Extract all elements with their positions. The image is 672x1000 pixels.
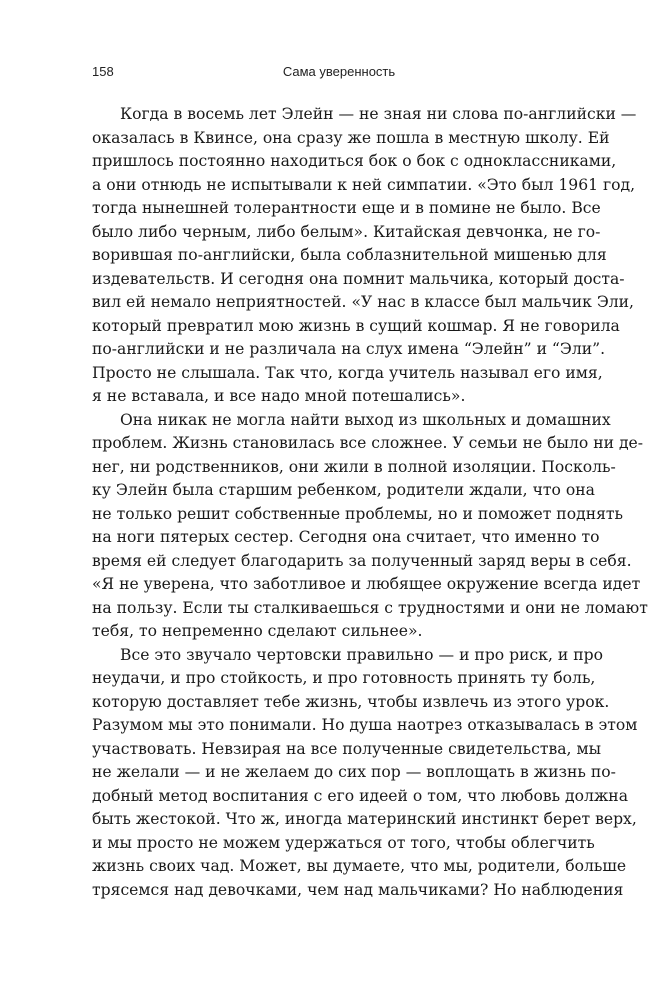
text-line: не только решит собственные проблемы, но и поможет поднять bbox=[92, 504, 624, 523]
text-line: и мы просто не можем удержаться от того, чтобы облегчить bbox=[92, 833, 595, 852]
text-line: вил ей немало неприятностей. «У нас в классе был мальчик Эли, bbox=[92, 293, 635, 311]
text-line: Когда в восемь лет Элейн — не зная ни слова по-английски — bbox=[120, 105, 637, 123]
text-line: время ей следует благодарить за полученный заряд веры в себя. bbox=[92, 551, 632, 570]
text-line: неудачи, и про стойкость, и про готовность принять ту боль, bbox=[92, 669, 596, 687]
text-line: я не вставала, и все надо мной потешались». bbox=[92, 387, 466, 405]
text-line: ку Элейн была старшим ребенком, родители ждали, что она bbox=[92, 481, 595, 499]
text-line: который превратил мою жизнь в сущий кошмар. Я не говорила bbox=[92, 316, 620, 335]
text-line: трясемся над девочками, чем над мальчиками? Но наблюдения bbox=[92, 880, 624, 899]
text-line: не желали — и не желаем до сих пор — воплощать в жизнь по- bbox=[92, 763, 616, 781]
text-line: Просто не слышала. Так что, когда учитель называл его имя, bbox=[92, 363, 603, 382]
text-line: нег, ни родственников, они жили в полной изоляции. Посколь- bbox=[92, 457, 616, 476]
text-line: жизнь своих чад. Может, вы думаете, что мы, родители, больше bbox=[92, 857, 627, 875]
text-line: Разумом мы это понимали. Но душа наотрез отказывалась в этом bbox=[92, 716, 638, 734]
text-line: на пользу. Если ты сталкиваешься с трудностями и они не ломают bbox=[92, 598, 648, 617]
text-line: Все это звучало чертовски правильно — и про риск, и про bbox=[120, 645, 604, 664]
text-line: было либо черным, либо белым». Китайская девчонка, не го- bbox=[92, 222, 601, 241]
text-line: Она никак не могла найти выход из школьных и домашних bbox=[120, 410, 611, 429]
text-line: ворившая по-английски, была соблазнительной мишенью для bbox=[92, 246, 607, 264]
text-line: проблем. Жизнь становилась все сложнее. У семьи не было ни де- bbox=[92, 434, 644, 452]
text-line: пришлось постоянно находиться бок о бок с одноклассниками, bbox=[92, 152, 617, 170]
text-line: оказалась в Квинсе, она сразу же пошла в местную школу. Ей bbox=[92, 128, 610, 147]
text-line: добный метод воспитания с его идеей о том, что любовь должна bbox=[92, 786, 628, 805]
running-title: Сама уверенность bbox=[282, 64, 396, 79]
text-line: по-английски и не различала на слух имена “Элейн” и “Эли”. bbox=[92, 340, 606, 358]
text-line: издевательств. И сегодня она помнит мальчика, который доста- bbox=[92, 269, 625, 288]
text-line: тебя, то непременно сделают сильнее». bbox=[92, 622, 423, 640]
text-line: тогда нынешней толерантности еще и в помине не было. Все bbox=[92, 199, 601, 217]
text-line: участвовать. Невзирая на все полученные свидетельства, мы bbox=[92, 739, 601, 758]
text-line: быть жестокой. Что ж, иногда материнский инстинкт берет верх, bbox=[92, 810, 637, 828]
text-line: а они отнюдь не испытывали к ней симпатии. «Это был 1961 год, bbox=[92, 175, 636, 194]
text-line: на ноги пятерых сестер. Сегодня она считает, что именно то bbox=[92, 528, 600, 546]
page-number: 158 bbox=[92, 64, 114, 79]
text-line: которую доставляет тебе жизнь, чтобы извлечь из этого урок. bbox=[92, 692, 610, 711]
page-header bbox=[92, 64, 586, 84]
body-text bbox=[92, 103, 648, 902]
text-line: «Я не уверена, что заботливое и любящее окружение всегда идет bbox=[92, 575, 641, 593]
